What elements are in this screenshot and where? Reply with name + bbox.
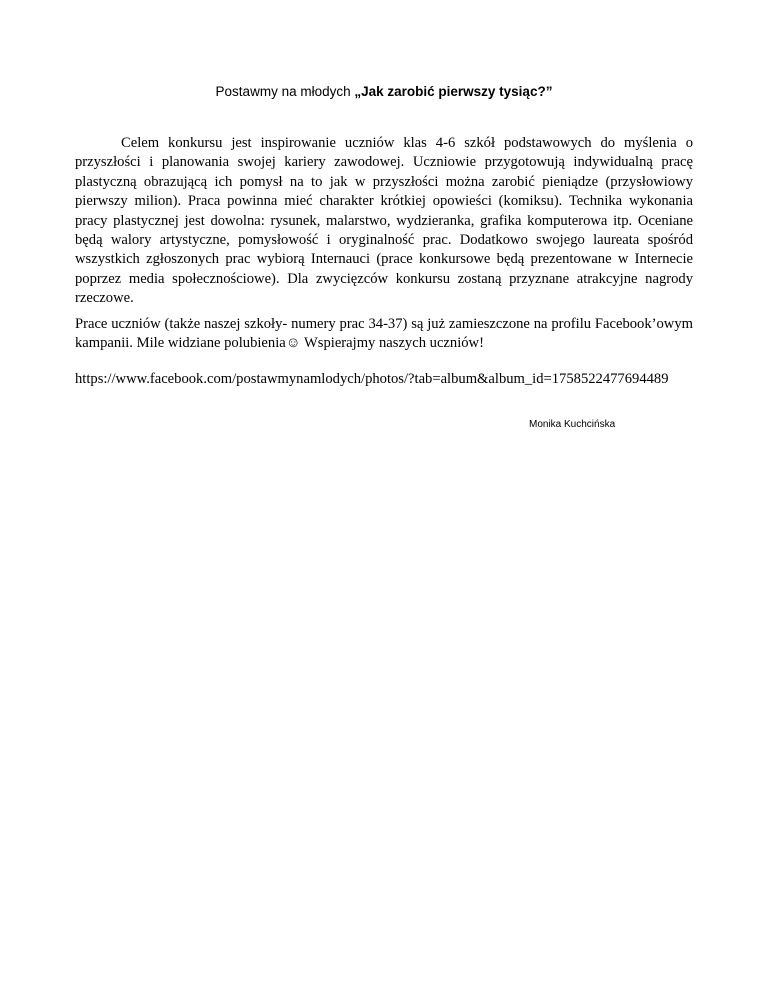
paragraph-contest-description: Celem konkursu jest inspirowanie uczniów klas 4-6 szkół podstawowych do myślenia o przyszłości i planowania swojej kariery zawodowej. Uczniowie przygotowują indywidualną pracę plastyczną obrazującą ich pomysł na to jak w przyszłości można zarobić pieniądze (przysłowiowy pierwszy milion). Praca powinna mieć charakter krótkiej opowieści (komiksu). Technika wykonania pracy plastycznej jest dowolna: rysunek, malarstwo, wydzieranka, grafika komputerowa itp. Oceniane będą walory artystyczne, pomysłowość i oryginalność prac. Dodatkowo swojego laureata spośród wszystkich zgłoszonych prac wybiorą Internauci (prace konkursowe będą prezentowane w Internecie poprzez media społecznościowe). Dla zwycięzców konkursu zostaną przyznane atrakcyjne nagrody rzeczowe. (75, 135, 693, 307)
facebook-album-link[interactable]: https://www.facebook.com/postawmynamlodych/photos/?tab=album&album_id=1758522477694489 (75, 371, 669, 387)
author-signature: Monika Kuchcińska (529, 419, 616, 430)
document-title (0, 83, 768, 101)
title-bold: „Jak zarobić pierwszy tysiąc?” (354, 84, 553, 99)
paragraph-student-works: Prace uczniów (także naszej szkoły- numery prac 34-37) są już zamieszczone na profilu Facebook’owym kampanii. Mile widziane polubienia☺ Wspierajmy naszych uczniów! (75, 316, 693, 352)
title-prefix: Postawmy na młodych (215, 84, 355, 99)
